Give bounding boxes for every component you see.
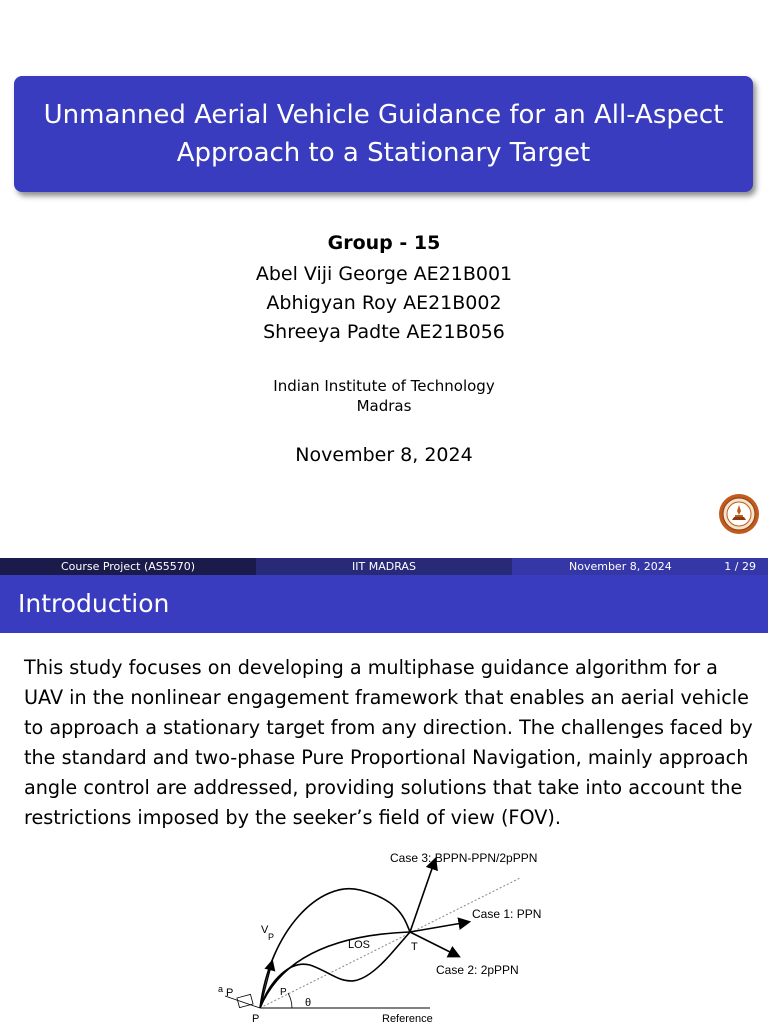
title-line-2: Approach to a Stationary Target — [176, 138, 591, 168]
vp-subscript: P — [268, 932, 275, 942]
presentation-date: November 8, 2024 — [295, 444, 473, 466]
footer-course: Course Project (AS5570) — [0, 558, 256, 575]
institute-line-1: Indian Institute of Technology — [273, 377, 495, 395]
target-label: T — [411, 941, 418, 953]
guidance-trajectory-diagram — [200, 850, 600, 1024]
footer-right — [512, 558, 768, 575]
case3-label: Case 3: BPPN-PPN/2pPPN — [390, 851, 538, 865]
footer-institution: IIT MADRAS — [256, 558, 512, 575]
author-list — [0, 260, 768, 347]
frame-title: Introduction — [18, 589, 170, 618]
vp-label: V — [261, 924, 269, 936]
author-2: Abhigyan Roy AE21B002 — [266, 292, 502, 314]
author-3: Shreeya Padte AE21B056 — [263, 321, 505, 343]
introduction-slide — [0, 575, 768, 1024]
title-box — [14, 76, 753, 192]
ap-label: a — [218, 984, 224, 994]
footer-date: November 8, 2024 — [569, 560, 672, 573]
theta-label: θ — [305, 997, 312, 1009]
iit-madras-logo-icon — [718, 493, 760, 535]
footer-page-number: 1 / 29 — [724, 560, 756, 573]
frame-title-bar — [0, 575, 768, 633]
los-label: LOS — [348, 939, 371, 951]
institute-line-2: Madras — [356, 397, 412, 415]
group-label: Group - 15 — [327, 232, 441, 254]
intro-paragraph: This study focuses on developing a multiphase guidance algorithm for a UAV in the nonlinear engagement framework that enables an aerial vehicle to approach a stationary target from any direction. The challenges faced by the standard and two-phase Pure Proportional Navigation, mainly approach angle control are addressed, providing solutions that take into account the restrictions imposed by the seeker’s field of view (FOV). — [24, 656, 753, 829]
pursuer-label: P — [252, 1013, 260, 1024]
case2-label: Case 2: 2pPPN — [436, 963, 519, 977]
title-line-1: Unmanned Aerial Vehicle Guidance for an All-Aspect — [43, 100, 724, 130]
institute — [0, 376, 768, 416]
reference-label: Reference — [382, 1013, 433, 1024]
author-1: Abel Viji George AE21B001 — [255, 263, 513, 285]
case1-label: Case 1: PPN — [472, 907, 542, 921]
ap-subscript: P — [226, 987, 234, 999]
slide-footer — [0, 558, 768, 575]
p-small-label: P — [280, 987, 287, 998]
